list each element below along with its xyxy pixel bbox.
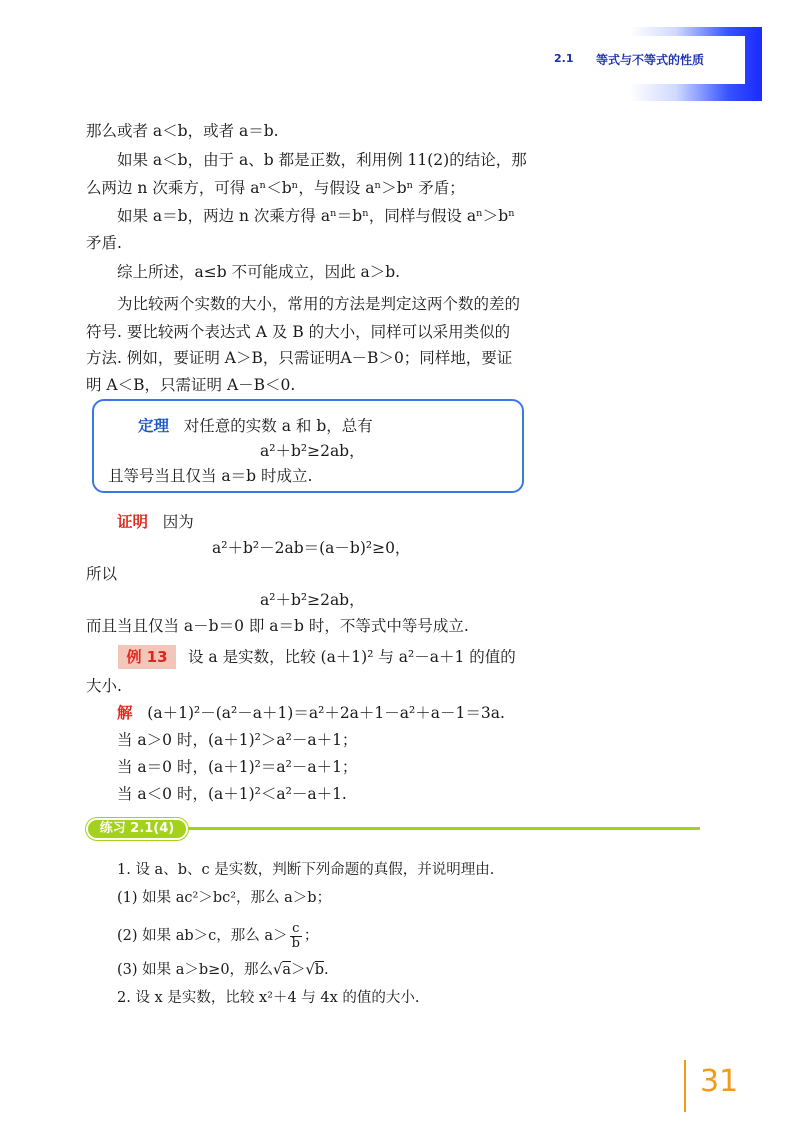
proof-label: 证明 [117,513,149,531]
page-number-bar [684,1060,686,1112]
header-section-title: 等式与不等式的性质 [596,53,705,67]
proof-conclusion: 而且当且仅当 a－b＝0 即 a＝b 时，不等式中等号成立. [86,617,469,635]
practice-question-1-1: (1) 如果 ac²＞bc²，那么 a＞b； [117,890,332,906]
para2-line-3: 方法. 例如，要证明 A＞B，只需证明A－B＞0；同样地，要证 [86,349,513,367]
para2-line-1: 为比较两个实数的大小，常用的方法是判定这两个数的差的 [117,295,521,313]
para1-line-6: 综上所述，a≤b 不可能成立，因此 a＞b. [117,263,401,281]
page-number: 31 [700,1064,739,1099]
case-negative: 当 a＜0 时，(a＋1)²＜a²－a＋1. [117,785,347,803]
header-section-number: 2.1 [554,52,574,65]
theorem-text: 对任意的实数 a 和 b，总有 [183,417,373,435]
proof-intro: 因为 [162,513,194,531]
para1-line-5: 矛盾. [86,234,122,252]
solution-equation: (a＋1)²－(a²－a＋1)＝a²＋2a＋1－a²＋a－1＝3a. [147,704,505,722]
sqrt-a: a [282,962,291,978]
practice-question-2: 2. 设 x 是实数，比较 x²＋4 与 4x 的值的大小. [117,990,420,1006]
example-badge: 例 13 [118,645,176,669]
proof-equation-1: a²＋b²－2ab＝(a－b)²≥0， [212,539,411,557]
para1-line-4: 如果 a＝b，两边 n 次乘方得 aⁿ＝bⁿ，同样与假设 aⁿ＞bⁿ [117,207,515,225]
fraction-c-over-b: $\frac{c}{b}$ [291,920,300,951]
para2-line-4: 明 A＜B，只需证明 A－B＜0. [86,376,296,394]
para1-line-1: 那么或者 a＜b，或者 a＝b. [86,122,279,140]
example-text-1: 设 a 是实数，比较 (a＋1)² 与 a²－a＋1 的值的 [188,648,516,666]
practice-question-1-3: (3) 如果 a＞b≥0，那么√a＞√b. [117,962,329,978]
case-zero: 当 a＝0 时，(a＋1)²＝a²－a＋1； [117,758,358,776]
para2-line-2: 符号. 要比较两个表达式 A 及 B 的大小，同样可以采用类似的 [86,323,511,341]
proof-so: 所以 [86,565,118,583]
practice-label: 练习 2.1(4) [86,818,188,840]
case-positive: 当 a＞0 时，(a＋1)²＞a²－a＋1； [117,731,358,749]
theorem-condition: 且等号当且仅当 a＝b 时成立. [108,467,313,485]
practice-question-1-2: (2) 如果 ab＞c，那么 a＞ $\frac{c}{b}$ ； [117,920,319,951]
theorem-line [138,416,373,436]
example-text-2: 大小. [86,677,122,695]
practice-question-1: 1. 设 a、b、c 是实数，判断下列命题的真假，并说明理由. [117,862,495,878]
proof-equation-2: a²＋b²≥2ab， [260,591,365,609]
proof-intro-line [117,512,194,532]
sqrt-b: b [314,962,325,978]
para1-line-3: 么两边 n 次乘方，可得 aⁿ＜bⁿ，与假设 aⁿ＞bⁿ 矛盾； [86,179,465,197]
solution-label: 解 [117,704,133,722]
theorem-formula: a²＋b²≥2ab， [260,442,365,460]
theorem-label: 定理 [138,417,170,435]
solution-line [117,703,505,723]
para1-line-2: 如果 a＜b，由于 a、b 都是正数，利用例 11(2)的结论，那 [117,151,527,169]
